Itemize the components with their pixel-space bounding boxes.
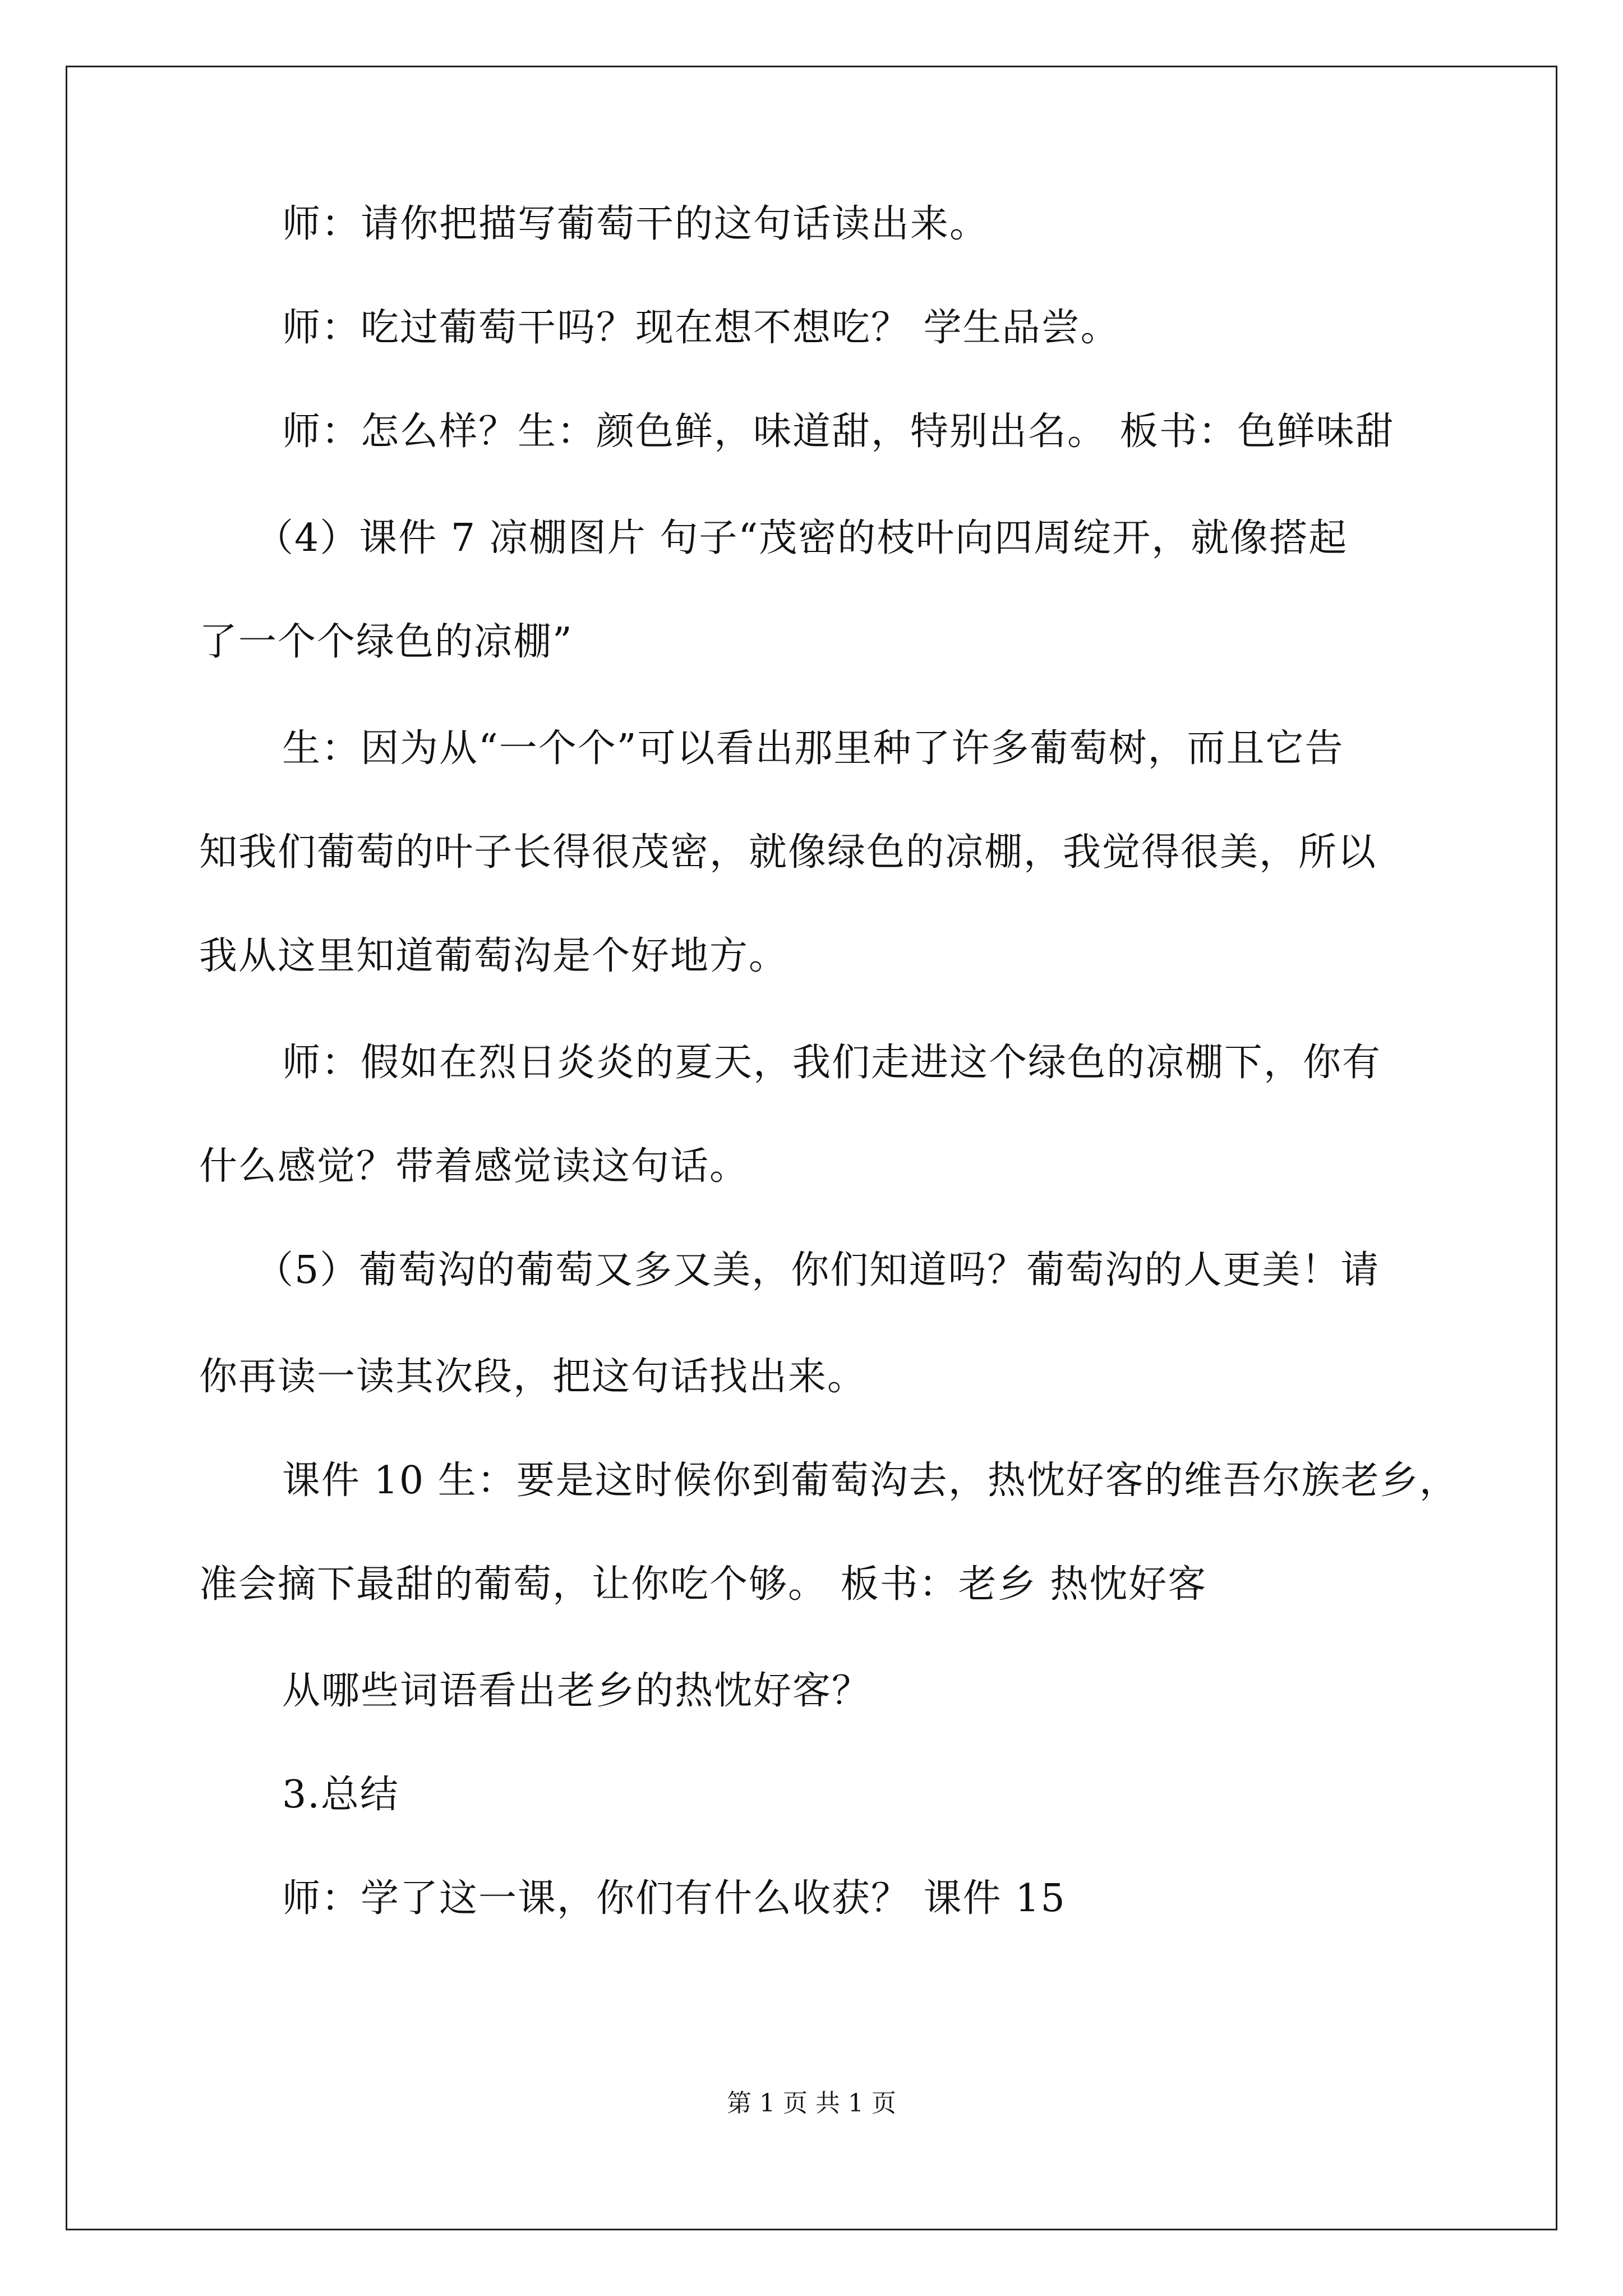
paragraph-line: 师：学了这一课，你们有什么收获？ 课件 15 bbox=[282, 1876, 1066, 1921]
paragraph-line: （4）课件 7 凉棚图片 句子“茂密的枝叶向四周绽开，就像搭起 bbox=[255, 516, 1348, 560]
paragraph-line: 师：怎么样？生：颜色鲜，味道甜，特别出名。 板书：色鲜味甜 bbox=[282, 409, 1395, 454]
paragraph-line: （5）葡萄沟的葡萄又多又美，你们知道吗？葡萄沟的人更美！请 bbox=[255, 1248, 1380, 1292]
paragraph-line: 了一个个绿色的凉棚” bbox=[199, 620, 573, 664]
paragraph-line: 我从这里知道葡萄沟是个好地方。 bbox=[199, 934, 789, 978]
paragraph-line: 准会摘下最甜的葡萄，让你吃个够。 板书：老乡 热忱好客 bbox=[199, 1562, 1207, 1607]
paragraph-line: 师：吃过葡萄干吗？现在想不想吃？ 学生品尝。 bbox=[282, 306, 1120, 350]
paragraph-line: 什么感觉？带着感觉读这句话。 bbox=[199, 1144, 749, 1189]
paragraph-line: 从哪些词语看出老乡的热忱好客？ bbox=[282, 1669, 872, 1713]
paragraph-line: 师：假如在烈日炎炎的夏天，我们走进这个绿色的凉棚下，你有 bbox=[282, 1041, 1382, 1085]
paragraph-line: 知我们葡萄的叶子长得很茂密，就像绿色的凉棚，我觉得很美，所以 bbox=[199, 830, 1377, 875]
page-number: 第 1 页 共 1 页 bbox=[727, 2089, 896, 2118]
section-heading: 3.总结 bbox=[282, 1773, 399, 1817]
paragraph-line: 师：请你把描写葡萄干的这句话读出来。 bbox=[282, 202, 989, 246]
paragraph-line: 你再读一读其次段，把这句话找出来。 bbox=[199, 1355, 867, 1399]
paragraph-line: 生：因为从“一个个”可以看出那里种了许多葡萄树，而且它告 bbox=[282, 726, 1344, 771]
paragraph-line: 课件 10 生：要是这时候你到葡萄沟去，热忱好客的维吾尔族老乡， bbox=[282, 1458, 1459, 1503]
